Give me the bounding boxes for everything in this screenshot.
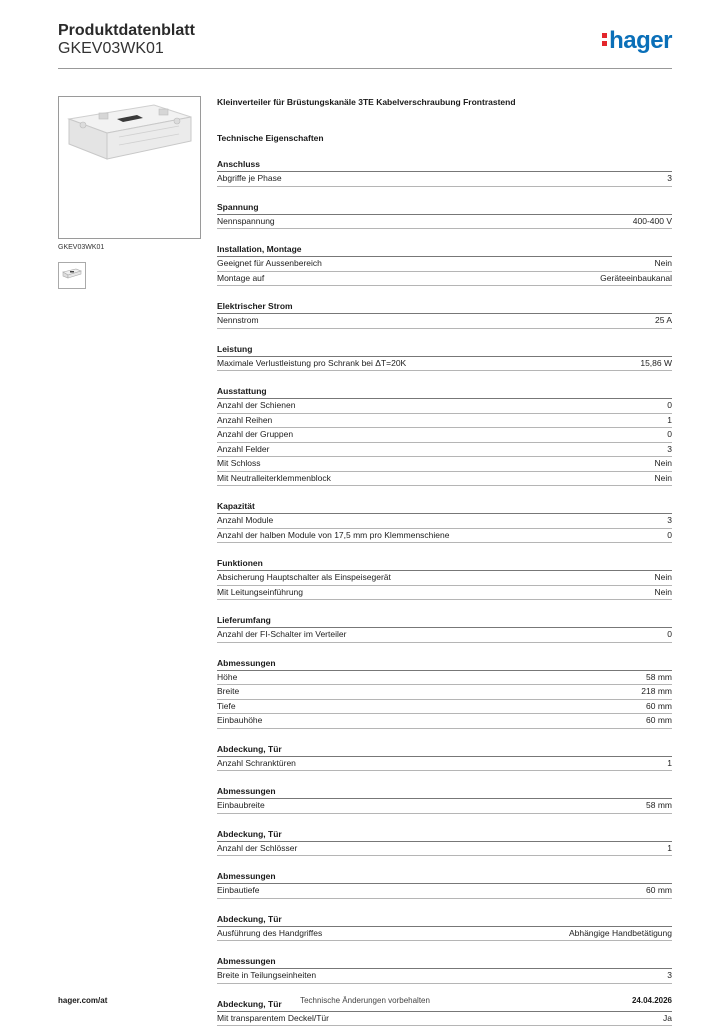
spec-value: Nein [655, 457, 672, 471]
spec-label: Einbauhöhe [217, 714, 262, 728]
spec-row [217, 428, 672, 443]
spec-value: 60 mm [646, 714, 672, 728]
header-divider [58, 68, 672, 69]
spec-label: Höhe [217, 671, 237, 685]
spec-label: Nennstrom [217, 314, 259, 328]
spec-group-title: Abmessungen [217, 955, 672, 967]
spec-group-title: Abdeckung, Tür [217, 743, 672, 755]
spec-label: Anzahl der FI-Schalter im Verteiler [217, 628, 346, 642]
spec-group-title: Installation, Montage [217, 243, 672, 255]
spec-label: Einbautiefe [217, 884, 260, 898]
spec-group-title: Kapazität [217, 500, 672, 512]
spec-row [217, 628, 672, 643]
spec-label: Absicherung Hauptschalter als Einspeisegerät [217, 571, 391, 585]
spec-row [217, 457, 672, 472]
spec-row [217, 700, 672, 715]
spec-group-title: Funktionen [217, 557, 672, 569]
spec-label: Einbaubreite [217, 799, 265, 813]
spec-row [217, 799, 672, 814]
spec-group-title: Ausstattung [217, 385, 672, 397]
spec-value: 1 [667, 842, 672, 856]
spec-label: Anzahl der Schlösser [217, 842, 297, 856]
logo-text: hager [609, 27, 672, 54]
spec-groups [217, 158, 672, 1026]
spec-label: Montage auf [217, 272, 264, 286]
spec-label: Geeignet für Aussenbereich [217, 257, 322, 271]
spec-row [217, 399, 672, 414]
product-description: Kleinverteiler für Brüstungskanäle 3TE Kabelverschraubung Frontrastend [217, 96, 672, 108]
product-image [58, 96, 201, 239]
spec-label: Anzahl Felder [217, 443, 269, 457]
spec-value: 400-400 V [633, 215, 672, 229]
spec-group-title: Abmessungen [217, 870, 672, 882]
spec-value: 58 mm [646, 671, 672, 685]
spec-value: 58 mm [646, 799, 672, 813]
spec-row [217, 215, 672, 230]
spec-group-title: Abdeckung, Tür [217, 913, 672, 925]
spec-group-title: Abmessungen [217, 657, 672, 669]
spec-group-title: Leistung [217, 343, 672, 355]
spec-label: Anzahl der Schienen [217, 399, 295, 413]
spec-value: 3 [667, 172, 672, 186]
spec-value: Abhängige Handbetätigung [569, 927, 672, 941]
spec-group-title: Abdeckung, Tür [217, 828, 672, 840]
spec-value: 1 [667, 757, 672, 771]
spec-row [217, 172, 672, 187]
spec-value: Ja [663, 1012, 672, 1026]
spec-label: Maximale Verlustleistung pro Schrank bei ΔT=20K [217, 357, 406, 371]
spec-row [217, 842, 672, 857]
spec-group-title: Anschluss [217, 158, 672, 170]
spec-value: 60 mm [646, 700, 672, 714]
spec-label: Breite in Teilungseinheiten [217, 969, 316, 983]
spec-row [217, 671, 672, 686]
spec-row [217, 927, 672, 942]
hager-logo [602, 27, 672, 55]
spec-value: 0 [667, 428, 672, 442]
spec-row [217, 314, 672, 329]
spec-label: Anzahl Module [217, 514, 273, 528]
spec-value: 1 [667, 414, 672, 428]
spec-row [217, 586, 672, 601]
spec-row [217, 443, 672, 458]
spec-group-title: Abdeckung, Tür [217, 998, 672, 1010]
image-caption: GKEV03WK01 [58, 244, 104, 251]
spec-row [217, 472, 672, 487]
spec-row [217, 685, 672, 700]
product-thumbnail[interactable] [58, 262, 86, 289]
spec-value: 3 [667, 514, 672, 528]
spec-label: Mit Neutralleiterklemmenblock [217, 472, 331, 486]
spec-value: 0 [667, 529, 672, 543]
spec-value: 25 A [655, 314, 672, 328]
footer-notice: Technische Änderungen vorbehalten [58, 996, 672, 1005]
spec-value: 60 mm [646, 884, 672, 898]
spec-content [217, 96, 672, 1026]
spec-label: Anzahl der Gruppen [217, 428, 293, 442]
page-title: Produktdatenblatt [58, 22, 195, 40]
spec-label: Nennspannung [217, 215, 275, 229]
spec-value: Nein [655, 586, 672, 600]
spec-value: Nein [655, 257, 672, 271]
spec-value: 0 [667, 399, 672, 413]
spec-row [217, 571, 672, 586]
spec-row [217, 529, 672, 544]
spec-row [217, 514, 672, 529]
spec-row [217, 414, 672, 429]
spec-value: 15,86 W [640, 357, 672, 371]
distribution-box-image [59, 97, 200, 238]
spec-group-title: Abmessungen [217, 785, 672, 797]
spec-value: 218 mm [641, 685, 672, 699]
spec-row [217, 257, 672, 272]
thumbnail-icon [59, 263, 85, 288]
footer-date: 24.04.2026 [632, 996, 672, 1005]
spec-row [217, 884, 672, 899]
spec-value: Nein [655, 472, 672, 486]
spec-label: Breite [217, 685, 239, 699]
spec-value: 3 [667, 443, 672, 457]
page-header [58, 20, 672, 68]
spec-label: Anzahl der halben Module von 17,5 mm pro Klemmenschiene [217, 529, 449, 543]
section-title: Technische Eigenschaften [217, 132, 672, 144]
spec-label: Abgriffe je Phase [217, 172, 282, 186]
spec-value: Geräteeinbaukanal [600, 272, 672, 286]
logo-dots-icon [602, 27, 607, 46]
spec-row [217, 272, 672, 287]
spec-row [217, 969, 672, 984]
spec-row [217, 714, 672, 729]
spec-value: 0 [667, 628, 672, 642]
footer-website-link[interactable]: hager.com/at [58, 996, 107, 1005]
spec-group-title: Elektrischer Strom [217, 300, 672, 312]
spec-row [217, 757, 672, 772]
spec-label: Mit Schloss [217, 457, 260, 471]
spec-label: Mit Leitungseinführung [217, 586, 303, 600]
spec-label: Anzahl Schranktüren [217, 757, 296, 771]
spec-value: 3 [667, 969, 672, 983]
spec-label: Anzahl Reihen [217, 414, 272, 428]
spec-label: Tiefe [217, 700, 236, 714]
spec-group-title: Spannung [217, 201, 672, 213]
spec-row [217, 357, 672, 372]
spec-value: Nein [655, 571, 672, 585]
spec-group-title: Lieferumfang [217, 614, 672, 626]
spec-label: Mit transparentem Deckel/Tür [217, 1012, 329, 1026]
spec-label: Ausführung des Handgriffes [217, 927, 322, 941]
product-code: GKEV03WK01 [58, 40, 164, 58]
